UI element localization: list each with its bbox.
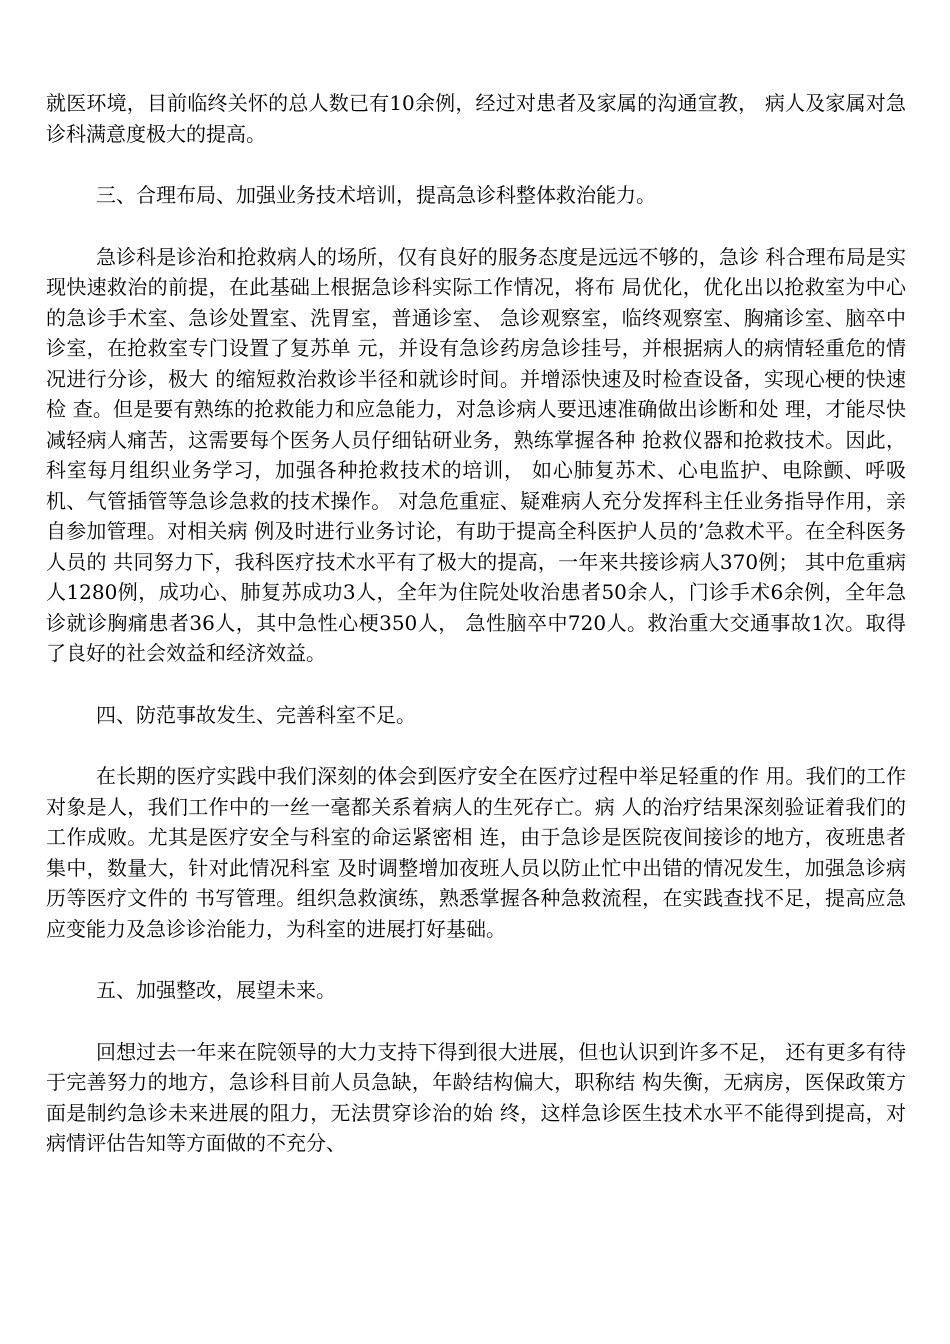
paragraph-continuation: 就医环境，目前临终关怀的总人数已有10余例，经过对患者及家属的沟通宣教， 病人及家属对急诊科满意度极大的提高。	[46, 91, 906, 146]
paragraph-section-5: 回想过去一年来在院领导的大力支持下得到很大进展，但也认识到许多不足， 还有更多有待于完善努力的地方，急诊科目前人员急缺，年龄结构偏大，职称结 构失衡，无病房，医保政策方面是制约急诊未来进展的阻力，无法贯穿诊治的始 终，这样急诊医生技术水平不能得到提高，对病情评估告知等方面做的不充分、	[46, 1039, 906, 1155]
section-heading-4: 四、防范事故发生、完善科室不足。	[96, 702, 416, 727]
section-heading-5: 五、加强整改，展望未来。	[96, 978, 336, 1002]
section-heading-3: 三、合理布局、加强业务技术培训，提高急诊科整体救治能力。	[96, 183, 656, 207]
paragraph-section-4: 在长期的医疗实践中我们深刻的体会到医疗安全在医疗过程中举足轻重的作 用。我们的工作对象是人，我们工作中的一丝一毫都关系着病人的生死存亡。病 人的治疗结果深刻验证着我们的工作成败。尤其是医疗安全与科室的命运紧密相 连，由于急诊是医院夜间接诊的地方，夜班患者集中，数量大，针对此情况科室 及时调整增加夜班人员以防止忙中出错的情况发生，加强急诊病历等医疗文件的 书写管理。组织急救演练，熟悉掌握各种急救流程，在实践查找不足，提高应急 应变能力及急诊诊治能力，为科室的进展打好基础。	[46, 764, 906, 941]
paragraph-section-3: 急诊科是诊治和抢救病人的场所，仅有良好的服务态度是远远不够的，急诊 科合理布局是实现快速救治的前提，在此基础上根据急诊科实际工作情况，将布 局优化，优化出以抢救室为中心的急诊手术室、急诊处置室、洗胃室，普通诊室、 急诊观察室，临终观察室、胸痛诊室、脑卒中诊室，在抢救室专门设置了复苏单 元，并设有急诊药房急诊挂号，并根据病人的病情轻重危的情况进行分诊，极大 的缩短救治救诊半径和就诊时间。并增添快速及时检查设备，实现心梗的快速检 查。但是要有熟练的抢救能力和应急能力，对急诊病人要迅速准确做出诊断和处 理，才能尽快减轻病人痛苦，这需要每个医务人员仔细钻研业务，熟练掌握各种 抢救仪器和抢救技术。因此，科室每月组织业务学习，加强各种抢救技术的培训， 如心肺复苏术、心电监护、电除颤、呼吸机、气管插管等急诊急救的技术操作。 对急危重症、疑难病人充分发挥科主任业务指导作用，亲自参加管理。对相关病 例及时进行业务讨论，有助于提高全科医护人员的’急救术平。在全科医务人员的 共同努力下，我科医疗技术水平有了极大的提高，一年来共接诊病人370例； 其中危重病人1280例，成功心、肺复苏成功3人，全年为住院处收治患者50余人，门诊手术6余例，全年急诊就诊胸痛患者36人，其中急性心梗350人， 急性脑卒中720人。救治重大交通事故1次。取得了良好的社会效益和经济效益。	[46, 244, 906, 665]
document-page	[46, 88, 906, 1190]
